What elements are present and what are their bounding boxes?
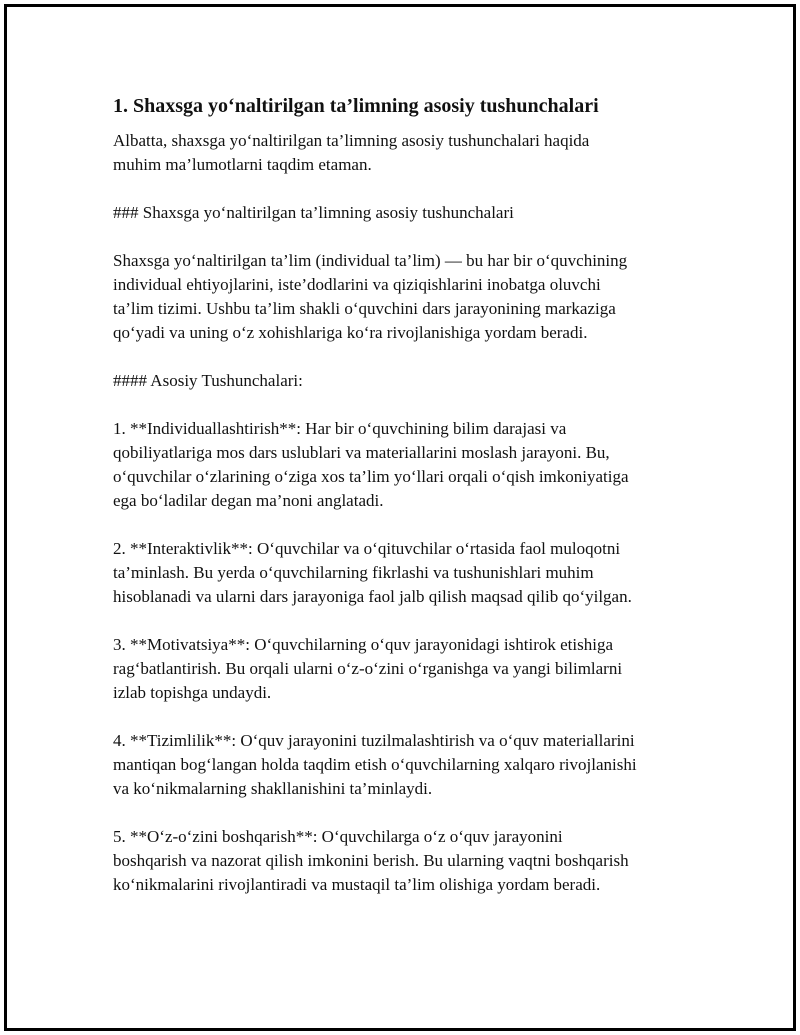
paragraph-subheading-markdown [113,369,693,393]
text-line: mantiqan bog‘langan holda taqdim etish o‘quvchilarning xalqaro rivojlanishi [113,755,637,774]
text-line: individual ehtiyojlarini, iste’dodlarini va qiziqishlarini inobatga oluvchi [113,275,601,294]
text-line: qo‘yadi va uning o‘z xohishlariga ko‘ra rivojlanishiga yordam beradi. [113,323,588,342]
paragraph-definition [113,249,693,345]
paragraph-heading-markdown [113,201,693,225]
text-line: rag‘batlantirish. Bu orqali ularni o‘z-o‘zini o‘rganishga va yangi bilimlarni [113,659,623,678]
text-line: ega bo‘ladilar degan ma’noni anglatadi. [113,491,384,510]
text-line: 2. **Interaktivlik**: O‘quvchilar va o‘qituvchilar o‘rtasida faol muloqotni [113,539,621,558]
text-line: ### Shaxsga yo‘naltirilgan ta’limning asosiy tushunchalari [113,203,514,222]
text-line: hisoblanadi va ularni dars jarayoniga faol jalb qilish maqsad qilib qo‘yilgan. [113,587,632,606]
document-title: 1. Shaxsga yo‘naltirilgan ta’limning asosiy tushunchalari [113,95,599,117]
text-line: Shaxsga yo‘naltirilgan ta’lim (individual ta’lim) — bu har bir o‘quvchining [113,251,628,270]
text-line: Albatta, shaxsga yo‘naltirilgan ta’limning asosiy tushunchalari haqida [113,131,590,150]
paragraph-intro [113,129,693,177]
list-item-5 [113,825,693,897]
text-line: #### Asosiy Tushunchalari: [113,371,303,390]
text-line: 3. **Motivatsiya**: O‘quvchilarning o‘quv jarayonidagi ishtirok etishiga [113,635,613,654]
document-body [113,93,693,921]
text-line: 5. **O‘z-o‘zini boshqarish**: O‘quvchilarga o‘z o‘quv jarayonini [113,827,563,846]
text-line: 4. **Tizimlilik**: O‘quv jarayonini tuzilmalashtirish va o‘quv materiallarini [113,731,635,750]
text-line: muhim ma’lumotlarni taqdim etaman. [113,155,372,174]
list-item-2 [113,537,693,609]
text-line: qobiliyatlariga mos dars uslublari va materiallarini moslash jarayoni. Bu, [113,443,610,462]
text-line: ko‘nikmalarini rivojlantiradi va mustaqil ta’lim olishiga yordam beradi. [113,875,601,894]
list-item-4 [113,729,693,801]
text-line: va ko‘nikmalarning shakllanishini ta’minlaydi. [113,779,433,798]
text-line: 1. **Individuallashtirish**: Har bir o‘quvchining bilim darajasi va [113,419,567,438]
text-line: boshqarish va nazorat qilish imkonini berish. Bu ularning vaqtni boshqarish [113,851,629,870]
text-line: izlab topishga undaydi. [113,683,272,702]
list-item-3 [113,633,693,705]
text-line: ta’minlash. Bu yerda o‘quvchilarning fikrlashi va tushunishlari muhim [113,563,594,582]
text-line: o‘quvchilar o‘zlarining o‘ziga xos ta’lim yo‘llari orqali o‘qish imkoniyatiga [113,467,629,486]
list-item-1 [113,417,693,513]
text-line: ta’lim tizimi. Ushbu ta’lim shakli o‘quvchini dars jarayonining markaziga [113,299,616,318]
